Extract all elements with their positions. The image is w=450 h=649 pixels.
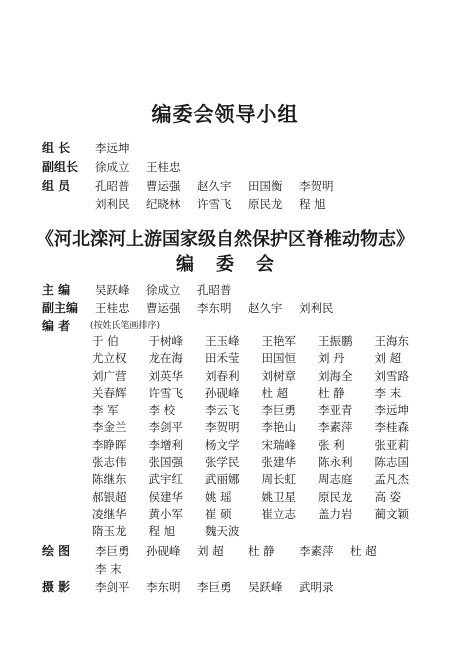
row-label: 组 长: [42, 141, 71, 155]
person-name: 刘利民: [95, 197, 130, 211]
person-name: 王桂忠: [95, 301, 130, 315]
person-name: 李剑平: [95, 580, 130, 594]
person-name: 李远坤: [95, 141, 130, 155]
person-name: 李巨勇: [197, 580, 232, 594]
person-name: 李 军: [92, 403, 119, 418]
person-name: 张国强: [148, 455, 183, 470]
sort-order-note: (按姓氏笔画排序): [90, 321, 161, 331]
person-name: 李艳山: [261, 420, 296, 435]
person-name: 刘利民: [299, 301, 334, 315]
row-label: 编 者: [42, 319, 71, 333]
editors-grid-row: [92, 368, 432, 385]
person-name: 陈继东: [92, 472, 127, 487]
person-name: 刘广营: [92, 368, 127, 383]
person-name: 田国恒: [261, 351, 296, 366]
person-name: 李 校: [148, 403, 176, 418]
person-name: 于 伯: [92, 334, 119, 348]
editors-grid-row: [92, 471, 432, 488]
person-name: 武明录: [299, 580, 334, 594]
name-list: [95, 281, 248, 299]
row-label: 主 编: [42, 283, 71, 297]
person-name: 刘 超: [374, 351, 402, 366]
person-name: 李贺明: [299, 179, 334, 193]
editors-grid-row: [92, 454, 432, 471]
name-list: [95, 139, 146, 157]
person-name: 李东明: [197, 301, 232, 315]
person-name: 张志伟: [92, 455, 127, 470]
person-name: 徐成立: [95, 160, 130, 174]
person-name: 张学民: [205, 455, 240, 470]
person-name: 张亚莉: [374, 437, 409, 452]
person-name: 许雪飞: [148, 385, 183, 400]
person-name: 赵久宇: [248, 301, 283, 315]
person-name: 吴跃峰: [95, 283, 130, 297]
person-name: 张 利: [318, 437, 345, 452]
person-name: 李亚青: [318, 403, 353, 418]
person-name: 姚卫星: [261, 489, 296, 504]
name-list: [95, 195, 350, 213]
person-name: 纪晓林: [146, 197, 181, 211]
row-label: 绘 图: [42, 544, 71, 558]
person-name: 刘春利: [205, 368, 240, 383]
person-name: 刘英华: [148, 368, 183, 383]
person-name: 李金兰: [92, 420, 127, 435]
person-name: 宋瑞峰: [261, 437, 296, 452]
editors-grid-row: [92, 523, 432, 540]
person-name: 程 旭: [299, 197, 326, 211]
person-name: 王振鹏: [318, 334, 353, 348]
person-name: 刘 超: [197, 544, 224, 558]
person-name: 程 旭: [148, 524, 176, 539]
person-name: 龙在海: [148, 351, 183, 366]
person-name: 李素萍: [318, 420, 353, 435]
name-list: [95, 560, 146, 578]
person-name: 陈志国: [374, 455, 409, 470]
editors-grid-row: [92, 437, 432, 454]
person-name: 张建华: [261, 455, 296, 470]
person-name: 崔 硕: [205, 506, 232, 521]
person-name: 郝银超: [92, 489, 127, 504]
name-list: [95, 542, 401, 560]
person-name: 李 末: [374, 385, 402, 400]
leadership-group-title: 编委会领导小组: [151, 102, 299, 126]
person-name: 杜 静: [248, 544, 275, 558]
editors-grid-row: [92, 385, 432, 402]
person-name: 李云飞: [205, 403, 240, 418]
person-name: 杜 超: [350, 544, 377, 558]
editors-name-grid: [92, 333, 432, 541]
editors-grid-row: [92, 350, 432, 367]
person-name: 许雪飞: [197, 197, 232, 211]
person-name: 杜 静: [318, 385, 345, 400]
person-name: 孔昭普: [95, 179, 130, 193]
person-name: 原民龙: [318, 489, 353, 504]
person-name: 李巨勇: [261, 403, 296, 418]
person-name: 周志庭: [318, 472, 353, 487]
person-name: 李素萍: [299, 544, 334, 558]
person-name: 隋玉龙: [92, 524, 127, 539]
person-name: 陈永利: [318, 455, 353, 470]
person-name: 刘海全: [318, 368, 353, 383]
person-name: 李东明: [146, 580, 181, 594]
committee-subtitle: 编委会: [176, 254, 296, 275]
person-name: 盖力岩: [318, 506, 353, 521]
person-name: 高 姿: [374, 489, 402, 504]
name-list: [95, 158, 197, 176]
person-name: 李 末: [95, 562, 122, 576]
editors-grid-row: [92, 402, 432, 419]
person-name: 刘雪路: [374, 368, 409, 383]
person-name: 蔺文颖: [374, 506, 409, 521]
row-label: 组 员: [42, 179, 71, 193]
person-name: 田国衡: [248, 179, 283, 193]
person-name: 杨文学: [205, 437, 240, 452]
editors-grid-row: [92, 489, 432, 506]
person-name: 王海东: [374, 334, 409, 348]
person-name: 侯建华: [148, 489, 183, 504]
name-list: [95, 578, 350, 596]
name-list: [95, 299, 350, 317]
person-name: 周长虹: [261, 472, 296, 487]
person-name: 曹运强: [146, 179, 181, 193]
name-list: [95, 177, 350, 195]
person-name: 吴跃峰: [248, 580, 283, 594]
editors-grid-row: [92, 419, 432, 436]
person-name: 杜 超: [261, 385, 289, 400]
person-name: 赵久宇: [197, 179, 232, 193]
person-name: 孟凡杰: [374, 472, 409, 487]
person-name: 刘 丹: [318, 351, 345, 366]
person-name: 姚 瑶: [205, 489, 232, 504]
person-name: 武丽娜: [205, 472, 240, 487]
editors-grid-row: [92, 333, 432, 350]
person-name: 李远坤: [374, 403, 409, 418]
person-name: 王艳军: [261, 334, 296, 348]
person-name: 李桂森: [374, 420, 409, 435]
person-name: 于树峰: [148, 334, 183, 348]
person-name: 孙砚峰: [205, 385, 240, 400]
person-name: 原民龙: [248, 197, 283, 211]
editors-grid-row: [92, 506, 432, 523]
person-name: 徐成立: [146, 283, 181, 297]
person-name: 关春辉: [92, 385, 127, 400]
person-name: 李剑平: [148, 420, 183, 435]
person-name: 李贺明: [205, 420, 240, 435]
person-name: 凌继华: [92, 506, 127, 521]
person-name: 曹运强: [146, 301, 181, 315]
person-name: 田禾莹: [205, 351, 240, 366]
person-name: 尤立权: [92, 351, 127, 366]
person-name: 崔立志: [261, 506, 296, 521]
person-name: 李睁晖: [92, 437, 127, 452]
person-name: 魏天波: [205, 524, 240, 539]
row-label: 副主编: [42, 301, 79, 315]
person-name: 黄小军: [148, 506, 183, 521]
row-label: 摄 影: [42, 580, 71, 594]
person-name: 孔昭普: [197, 283, 232, 297]
book-title: 《河北滦河上游国家级自然保护区脊椎动物志》: [36, 229, 414, 250]
person-name: 孙砚峰: [146, 544, 181, 558]
row-label: 副组长: [42, 160, 79, 174]
person-name: 李巨勇: [95, 544, 130, 558]
person-name: 王桂忠: [146, 160, 181, 174]
person-name: 王玉峰: [205, 334, 240, 348]
person-name: 武宇红: [148, 472, 183, 487]
person-name: 刘树章: [261, 368, 296, 383]
person-name: 李增利: [148, 437, 183, 452]
